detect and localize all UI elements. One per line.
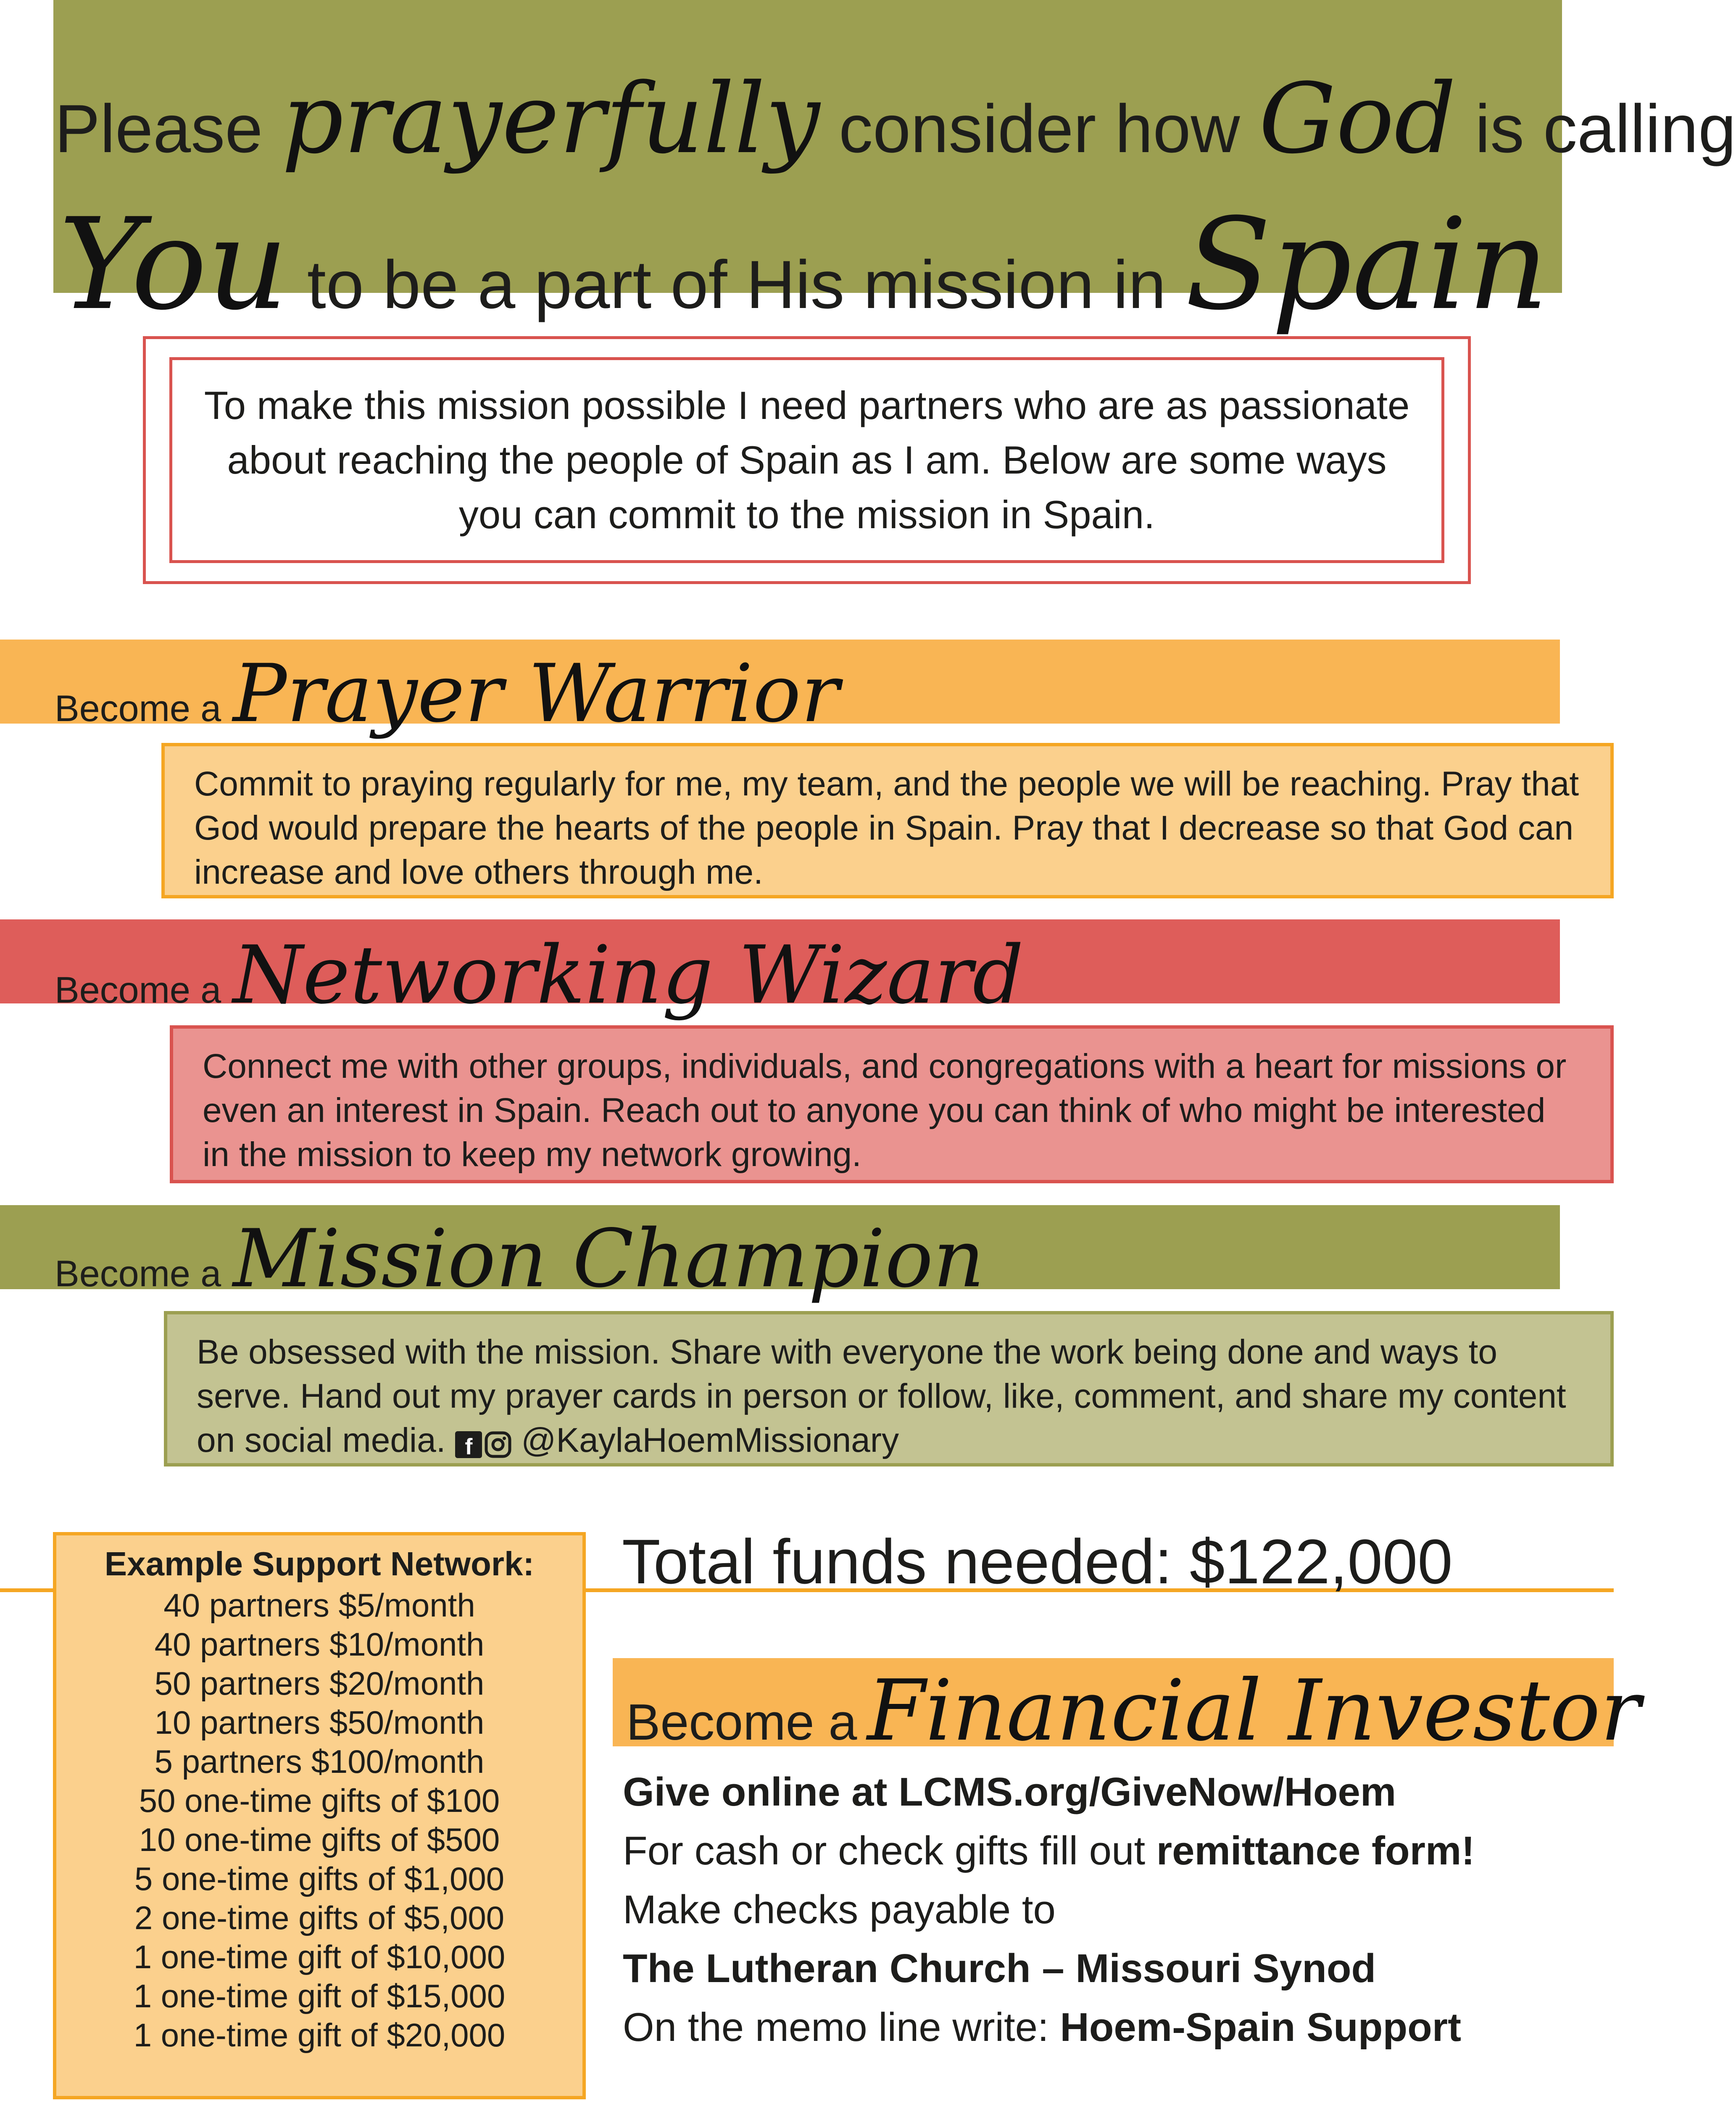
section-prefix: Become a bbox=[55, 969, 221, 1011]
mission-champion-description bbox=[164, 1311, 1614, 1466]
networking-wizard-heading bbox=[55, 929, 1024, 1022]
headline-script-word: You bbox=[59, 191, 288, 338]
financial-investor-heading bbox=[626, 1662, 1641, 1760]
support-item: 10 one-time gifts of $500 bbox=[139, 1821, 500, 1858]
support-item: 50 partners $20/month bbox=[154, 1665, 485, 1702]
headline-script-word: God bbox=[1259, 63, 1456, 175]
support-network-title: Example Support Network: bbox=[104, 1545, 535, 1582]
support-item: 10 partners $50/month bbox=[154, 1704, 485, 1741]
support-item: 40 partners $5/month bbox=[163, 1587, 475, 1624]
social-handle: @KaylaHoemMissionary bbox=[521, 1421, 899, 1459]
divider-line bbox=[0, 1588, 53, 1592]
section-script-title: Financial Investor bbox=[867, 1662, 1641, 1760]
headline-script-word: prayerfully bbox=[282, 63, 820, 175]
remittance-form-text: remittance form! bbox=[1156, 1828, 1475, 1873]
give-online-line bbox=[623, 1763, 1606, 1822]
headline-text: Please bbox=[55, 91, 263, 167]
section-prefix: Become a bbox=[55, 1253, 221, 1294]
give-online-link[interactable]: LCMS.org/GiveNow/Hoem bbox=[898, 1769, 1396, 1814]
give-online-label: Give online at bbox=[623, 1769, 888, 1814]
support-item: 1 one-time gift of $10,000 bbox=[133, 1938, 506, 1975]
section-script-title: Networking Wizard bbox=[233, 929, 1024, 1022]
support-item: 1 one-time gift of $15,000 bbox=[133, 1977, 506, 2014]
cash-line bbox=[623, 1822, 1606, 1880]
payable-line: Make checks payable to bbox=[623, 1887, 1056, 1932]
support-item: 5 partners $100/month bbox=[154, 1743, 485, 1780]
memo-value: Hoem-Spain Support bbox=[1060, 2005, 1462, 2050]
social-icons bbox=[455, 1431, 511, 1458]
facebook-icon[interactable]: f bbox=[455, 1431, 482, 1458]
giving-instructions bbox=[623, 1763, 1606, 2057]
total-funds: Total funds needed: $122,000 bbox=[622, 1526, 1453, 1597]
support-item: 2 one-time gifts of $5,000 bbox=[134, 1899, 505, 1936]
section-script-title: Prayer Warrior bbox=[233, 647, 839, 740]
prayer-warrior-description: Commit to praying regularly for me, my team, and the people we will be reaching. Pray that God would prepare the hearts of the people in Spain. Pray that I decrease so that God can increase and love others through me. bbox=[161, 743, 1614, 898]
support-network-box bbox=[53, 1532, 586, 2099]
headline-text: to be a part of His mission in bbox=[307, 247, 1166, 323]
support-item: 1 one-time gift of $20,000 bbox=[133, 2017, 506, 2054]
headline-line-1 bbox=[55, 63, 1736, 175]
memo-text: On the memo line write: bbox=[623, 2005, 1049, 2050]
prayer-warrior-heading bbox=[55, 647, 839, 740]
section-prefix: Become a bbox=[55, 687, 221, 729]
mission-champion-text: Be obsessed with the mission. Share with everyone the work being done and ways to serve. Hand out my prayer cards in person or follow, like, comment, and share my content on social media. bbox=[197, 1333, 1566, 1459]
support-item: 40 partners $10/month bbox=[154, 1626, 485, 1663]
section-prefix: Become a bbox=[626, 1693, 857, 1751]
headline-text: is calling bbox=[1475, 91, 1736, 167]
headline-text: consider how bbox=[839, 91, 1240, 167]
mission-champion-heading bbox=[55, 1212, 985, 1305]
intro-text: To make this mission possible I need partners who are as passionate about reaching the people of Spain as I am. Below are some ways you can commit to the mission in Spain. bbox=[169, 357, 1444, 563]
section-script-title: Mission Champion bbox=[233, 1212, 985, 1305]
memo-line bbox=[623, 1998, 1606, 2057]
networking-wizard-description: Connect me with other groups, individuals, and congregations with a heart for missions or even an interest in Spain. Reach out to anyone you can think of who might be interested in the mission to keep my network growing. bbox=[170, 1025, 1614, 1183]
payee-line: The Lutheran Church – Missouri Synod bbox=[623, 1946, 1376, 1991]
cash-text: For cash or check gifts fill out bbox=[623, 1828, 1146, 1873]
headline-line-2 bbox=[59, 191, 1572, 338]
support-item: 50 one-time gifts of $100 bbox=[139, 1782, 500, 1819]
support-item: 5 one-time gifts of $1,000 bbox=[134, 1860, 505, 1897]
headline-script-word: Spain bbox=[1185, 191, 1549, 338]
instagram-icon[interactable] bbox=[485, 1431, 511, 1458]
